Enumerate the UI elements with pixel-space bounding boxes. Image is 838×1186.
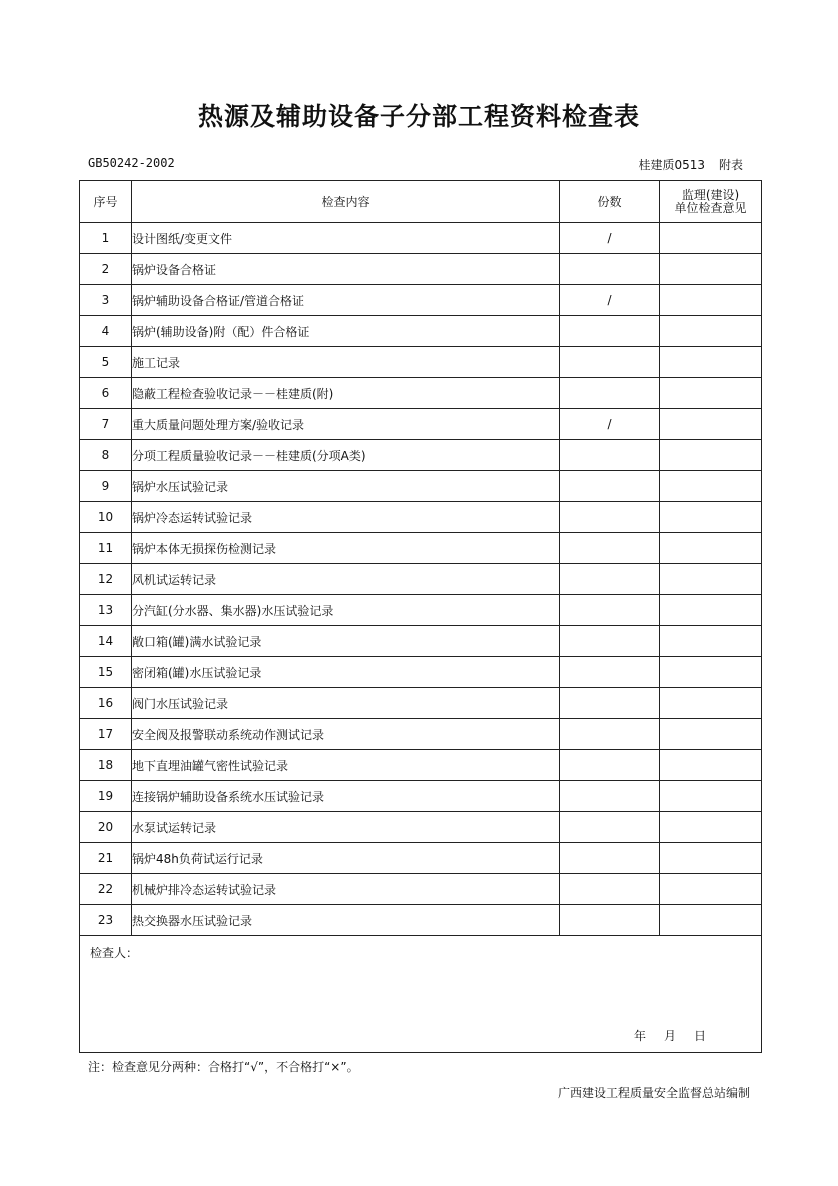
row-number: 18 bbox=[80, 750, 132, 781]
row-opinion[interactable] bbox=[660, 533, 762, 564]
row-item: 锅炉(辅助设备)附（配）件合格证 bbox=[132, 316, 560, 347]
inspector-label: 检查人： bbox=[90, 946, 139, 960]
row-number: 17 bbox=[80, 719, 132, 750]
table-row bbox=[80, 347, 762, 378]
row-copies[interactable] bbox=[560, 595, 660, 626]
row-opinion[interactable] bbox=[660, 812, 762, 843]
table-row bbox=[80, 688, 762, 719]
row-item: 敞口箱(罐)满水试验记录 bbox=[132, 626, 560, 657]
row-opinion[interactable] bbox=[660, 657, 762, 688]
table-row bbox=[80, 843, 762, 874]
row-copies[interactable] bbox=[560, 440, 660, 471]
row-opinion[interactable] bbox=[660, 750, 762, 781]
row-number: 11 bbox=[80, 533, 132, 564]
row-copies[interactable] bbox=[560, 812, 660, 843]
header-copies: 份数 bbox=[560, 181, 660, 223]
row-copies[interactable] bbox=[560, 719, 660, 750]
row-item: 设计图纸/变更文件 bbox=[132, 223, 560, 254]
row-opinion[interactable] bbox=[660, 688, 762, 719]
row-opinion[interactable] bbox=[660, 409, 762, 440]
standard-code: GB50242-2002 bbox=[88, 156, 175, 170]
row-copies[interactable] bbox=[560, 843, 660, 874]
form-suffix: 附表 bbox=[718, 158, 743, 172]
row-number: 23 bbox=[80, 905, 132, 936]
row-number: 22 bbox=[80, 874, 132, 905]
row-copies[interactable] bbox=[560, 316, 660, 347]
row-number: 21 bbox=[80, 843, 132, 874]
table-row bbox=[80, 626, 762, 657]
table-header-row bbox=[80, 181, 762, 223]
header-no: 序号 bbox=[80, 181, 132, 223]
inspection-table bbox=[79, 180, 762, 1053]
table-row bbox=[80, 316, 762, 347]
table-row bbox=[80, 874, 762, 905]
row-opinion[interactable] bbox=[660, 378, 762, 409]
row-item: 锅炉冷态运转试验记录 bbox=[132, 502, 560, 533]
row-item: 水泵试运转记录 bbox=[132, 812, 560, 843]
row-number: 10 bbox=[80, 502, 132, 533]
row-opinion[interactable] bbox=[660, 471, 762, 502]
table-row bbox=[80, 223, 762, 254]
table-row bbox=[80, 378, 762, 409]
row-number: 8 bbox=[80, 440, 132, 471]
row-opinion[interactable] bbox=[660, 626, 762, 657]
row-copies[interactable] bbox=[560, 905, 660, 936]
row-number: 1 bbox=[80, 223, 132, 254]
table-row bbox=[80, 533, 762, 564]
row-copies[interactable] bbox=[560, 626, 660, 657]
row-copies[interactable]: / bbox=[560, 223, 660, 254]
table-row bbox=[80, 812, 762, 843]
row-copies[interactable] bbox=[560, 657, 660, 688]
form-number: 桂建质0513 bbox=[638, 158, 705, 172]
table-row bbox=[80, 440, 762, 471]
footnote: 注：检查意见分两种：合格打“√”，不合格打“×”。 bbox=[88, 1060, 359, 1074]
row-number: 9 bbox=[80, 471, 132, 502]
row-copies[interactable] bbox=[560, 564, 660, 595]
row-opinion[interactable] bbox=[660, 254, 762, 285]
row-item: 分项工程质量验收记录－－桂建质(分项A类) bbox=[132, 440, 560, 471]
inspector-row bbox=[80, 936, 762, 1053]
row-opinion[interactable] bbox=[660, 874, 762, 905]
row-number: 4 bbox=[80, 316, 132, 347]
table-row bbox=[80, 781, 762, 812]
row-item: 锅炉水压试验记录 bbox=[132, 471, 560, 502]
row-item: 锅炉48h负荷试运行记录 bbox=[132, 843, 560, 874]
inspection-date bbox=[634, 1027, 706, 1044]
row-opinion[interactable] bbox=[660, 564, 762, 595]
row-number: 20 bbox=[80, 812, 132, 843]
row-copies[interactable] bbox=[560, 471, 660, 502]
row-item: 隐蔽工程检查验收记录－－桂建质(附) bbox=[132, 378, 560, 409]
row-copies[interactable] bbox=[560, 533, 660, 564]
row-item: 风机试运转记录 bbox=[132, 564, 560, 595]
row-opinion[interactable] bbox=[660, 843, 762, 874]
row-copies[interactable] bbox=[560, 688, 660, 719]
row-opinion[interactable] bbox=[660, 440, 762, 471]
form-code bbox=[638, 156, 743, 173]
row-opinion[interactable] bbox=[660, 905, 762, 936]
header-opinion-line2: 单位检查意见 bbox=[674, 200, 747, 215]
inspector-cell[interactable] bbox=[80, 936, 762, 1053]
header-content: 检查内容 bbox=[132, 181, 560, 223]
row-item: 重大质量问题处理方案/验收记录 bbox=[132, 409, 560, 440]
row-number: 12 bbox=[80, 564, 132, 595]
row-copies[interactable]: / bbox=[560, 409, 660, 440]
row-copies[interactable] bbox=[560, 502, 660, 533]
table-row bbox=[80, 719, 762, 750]
row-number: 19 bbox=[80, 781, 132, 812]
row-number: 13 bbox=[80, 595, 132, 626]
row-opinion[interactable] bbox=[660, 502, 762, 533]
header-opinion-line1: 监理(建设) bbox=[681, 187, 740, 202]
table-row bbox=[80, 285, 762, 316]
row-number: 14 bbox=[80, 626, 132, 657]
row-copies[interactable] bbox=[560, 254, 660, 285]
table-row bbox=[80, 905, 762, 936]
table-row bbox=[80, 502, 762, 533]
row-opinion[interactable] bbox=[660, 316, 762, 347]
row-number: 6 bbox=[80, 378, 132, 409]
table-row bbox=[80, 750, 762, 781]
row-item: 阀门水压试验记录 bbox=[132, 688, 560, 719]
row-item: 密闭箱(罐)水压试验记录 bbox=[132, 657, 560, 688]
row-item: 分汽缸(分水器、集水器)水压试验记录 bbox=[132, 595, 560, 626]
row-number: 7 bbox=[80, 409, 132, 440]
row-opinion[interactable] bbox=[660, 347, 762, 378]
row-copies[interactable] bbox=[560, 347, 660, 378]
table-body bbox=[80, 223, 762, 936]
row-opinion[interactable] bbox=[660, 223, 762, 254]
publisher: 广西建设工程质量安全监督总站编制 bbox=[557, 1086, 750, 1100]
row-copies[interactable] bbox=[560, 750, 660, 781]
row-item: 热交换器水压试验记录 bbox=[132, 905, 560, 936]
row-opinion[interactable] bbox=[660, 781, 762, 812]
row-number: 2 bbox=[80, 254, 132, 285]
row-item: 锅炉设备合格证 bbox=[132, 254, 560, 285]
table-row bbox=[80, 564, 762, 595]
date-year-label: 年 bbox=[633, 1029, 646, 1043]
row-copies[interactable] bbox=[560, 874, 660, 905]
date-month-label: 月 bbox=[663, 1029, 676, 1043]
row-item: 地下直埋油罐气密性试验记录 bbox=[132, 750, 560, 781]
row-opinion[interactable] bbox=[660, 285, 762, 316]
table-row bbox=[80, 409, 762, 440]
row-copies[interactable] bbox=[560, 781, 660, 812]
row-item: 安全阀及报警联动系统动作测试记录 bbox=[132, 719, 560, 750]
row-item: 锅炉辅助设备合格证/管道合格证 bbox=[132, 285, 560, 316]
row-number: 16 bbox=[80, 688, 132, 719]
row-opinion[interactable] bbox=[660, 719, 762, 750]
table-row bbox=[80, 595, 762, 626]
row-copies[interactable]: / bbox=[560, 285, 660, 316]
page-title: 热源及辅助设备子分部工程资料检查表 bbox=[197, 102, 640, 131]
row-item: 施工记录 bbox=[132, 347, 560, 378]
row-item: 连接锅炉辅助设备系统水压试验记录 bbox=[132, 781, 560, 812]
row-number: 3 bbox=[80, 285, 132, 316]
row-item: 机械炉排冷态运转试验记录 bbox=[132, 874, 560, 905]
table-row bbox=[80, 471, 762, 502]
row-number: 5 bbox=[80, 347, 132, 378]
row-opinion[interactable] bbox=[660, 595, 762, 626]
table-row bbox=[80, 657, 762, 688]
date-day-label: 日 bbox=[693, 1029, 706, 1043]
header-opinion bbox=[660, 181, 762, 223]
table-row bbox=[80, 254, 762, 285]
row-number: 15 bbox=[80, 657, 132, 688]
row-item: 锅炉本体无损探伤检测记录 bbox=[132, 533, 560, 564]
row-copies[interactable] bbox=[560, 378, 660, 409]
